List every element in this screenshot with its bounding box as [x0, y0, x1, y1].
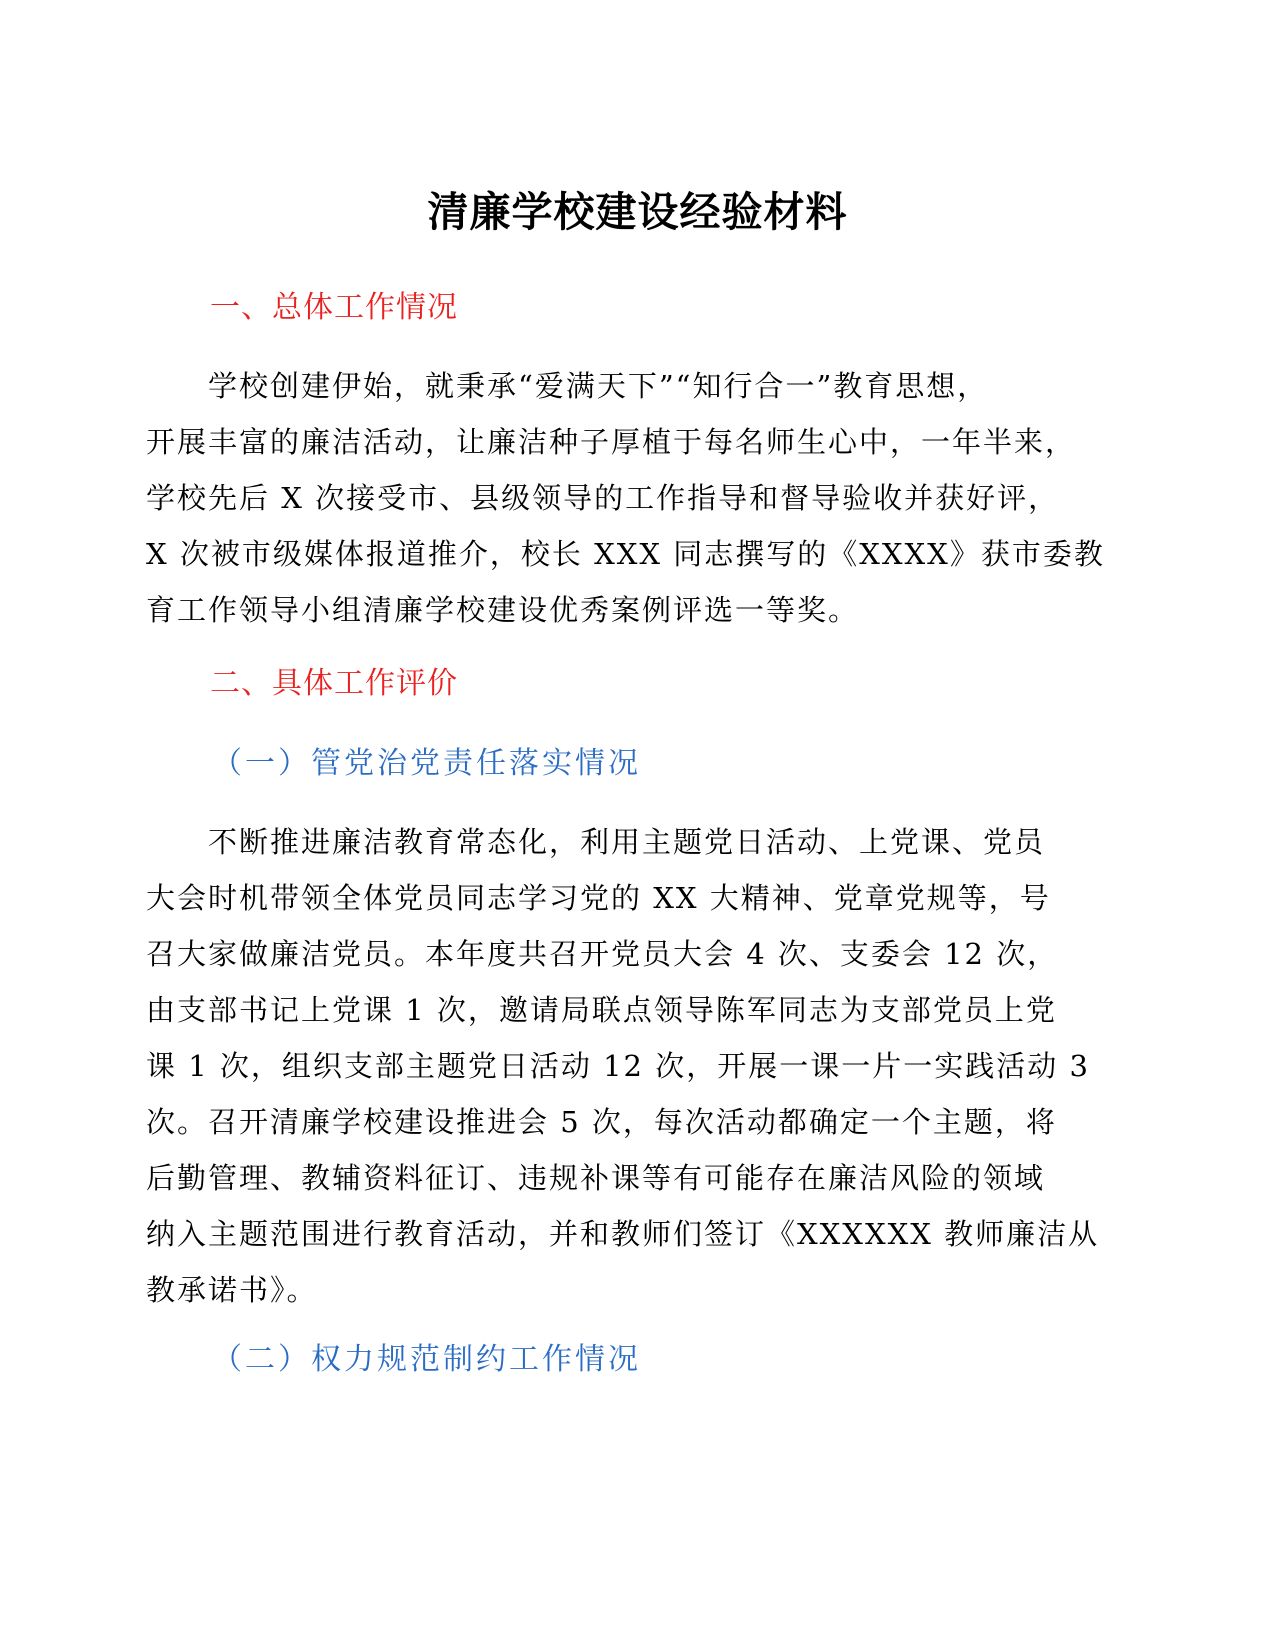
paragraph-line: 不断推进廉洁教育常态化，利用主题党日活动、上党课、党员 [208, 825, 1046, 859]
paragraph-line: 大会时机带领全体党员同志学习党的 XX 大精神、党章党规等，号 [146, 881, 1051, 915]
paragraph-line: X 次被市级媒体报道推介，校长 XXX 同志撰写的《XXXX》获市委教 [146, 537, 1105, 571]
paragraph-line: 开展丰富的廉洁活动，让廉洁种子厚植于每名师生心中，一年半来， [146, 425, 1077, 459]
section-heading-evaluation: 二、具体工作评价 [210, 666, 458, 701]
paragraph-line: 教承诺书》。 [146, 1273, 318, 1307]
document-title: 清廉学校建设经验材料 [427, 188, 848, 236]
paragraph-line: 学校先后 X 次接受市、县级领导的工作指导和督导验收并获好评， [146, 481, 1060, 515]
paragraph-line: 课 1 次，组织支部主题党日活动 12 次，开展一课一片一实践活动 3 [146, 1049, 1090, 1083]
paragraph-line: 次。召开清廉学校建设推进会 5 次，每次活动都确定一个主题，将 [146, 1105, 1057, 1139]
paragraph-line: 后勤管理、教辅资料征订、违规补课等有可能存在廉洁风险的领域 [146, 1161, 1046, 1195]
paragraph-line: 召大家做廉洁党员。本年度共召开党员大会 4 次、支委会 12 次， [146, 937, 1059, 971]
section-heading-overall: 一、总体工作情况 [210, 290, 458, 325]
paragraph-line: 由支部书记上党课 1 次，邀请局联点领导陈军同志为支部党员上党 [146, 993, 1057, 1027]
paragraph-overall [146, 358, 1105, 638]
paragraph-line: 纳入主题范围进行教育活动，并和教师们签订《XXXXXX 教师廉洁从 [146, 1217, 1100, 1251]
subsection-heading-party-responsibility: （一）管党治党责任落实情况 [212, 746, 641, 781]
paragraph-line: 学校创建伊始，就秉承“爱满天下”“知行合一”教育思想， [208, 369, 989, 403]
paragraph-party-responsibility [146, 814, 1100, 1318]
paragraph-line: 育工作领导小组清廉学校建设优秀案例评选一等奖。 [146, 593, 860, 627]
subsection-heading-power-regulation: （二）权力规范制约工作情况 [212, 1342, 641, 1377]
